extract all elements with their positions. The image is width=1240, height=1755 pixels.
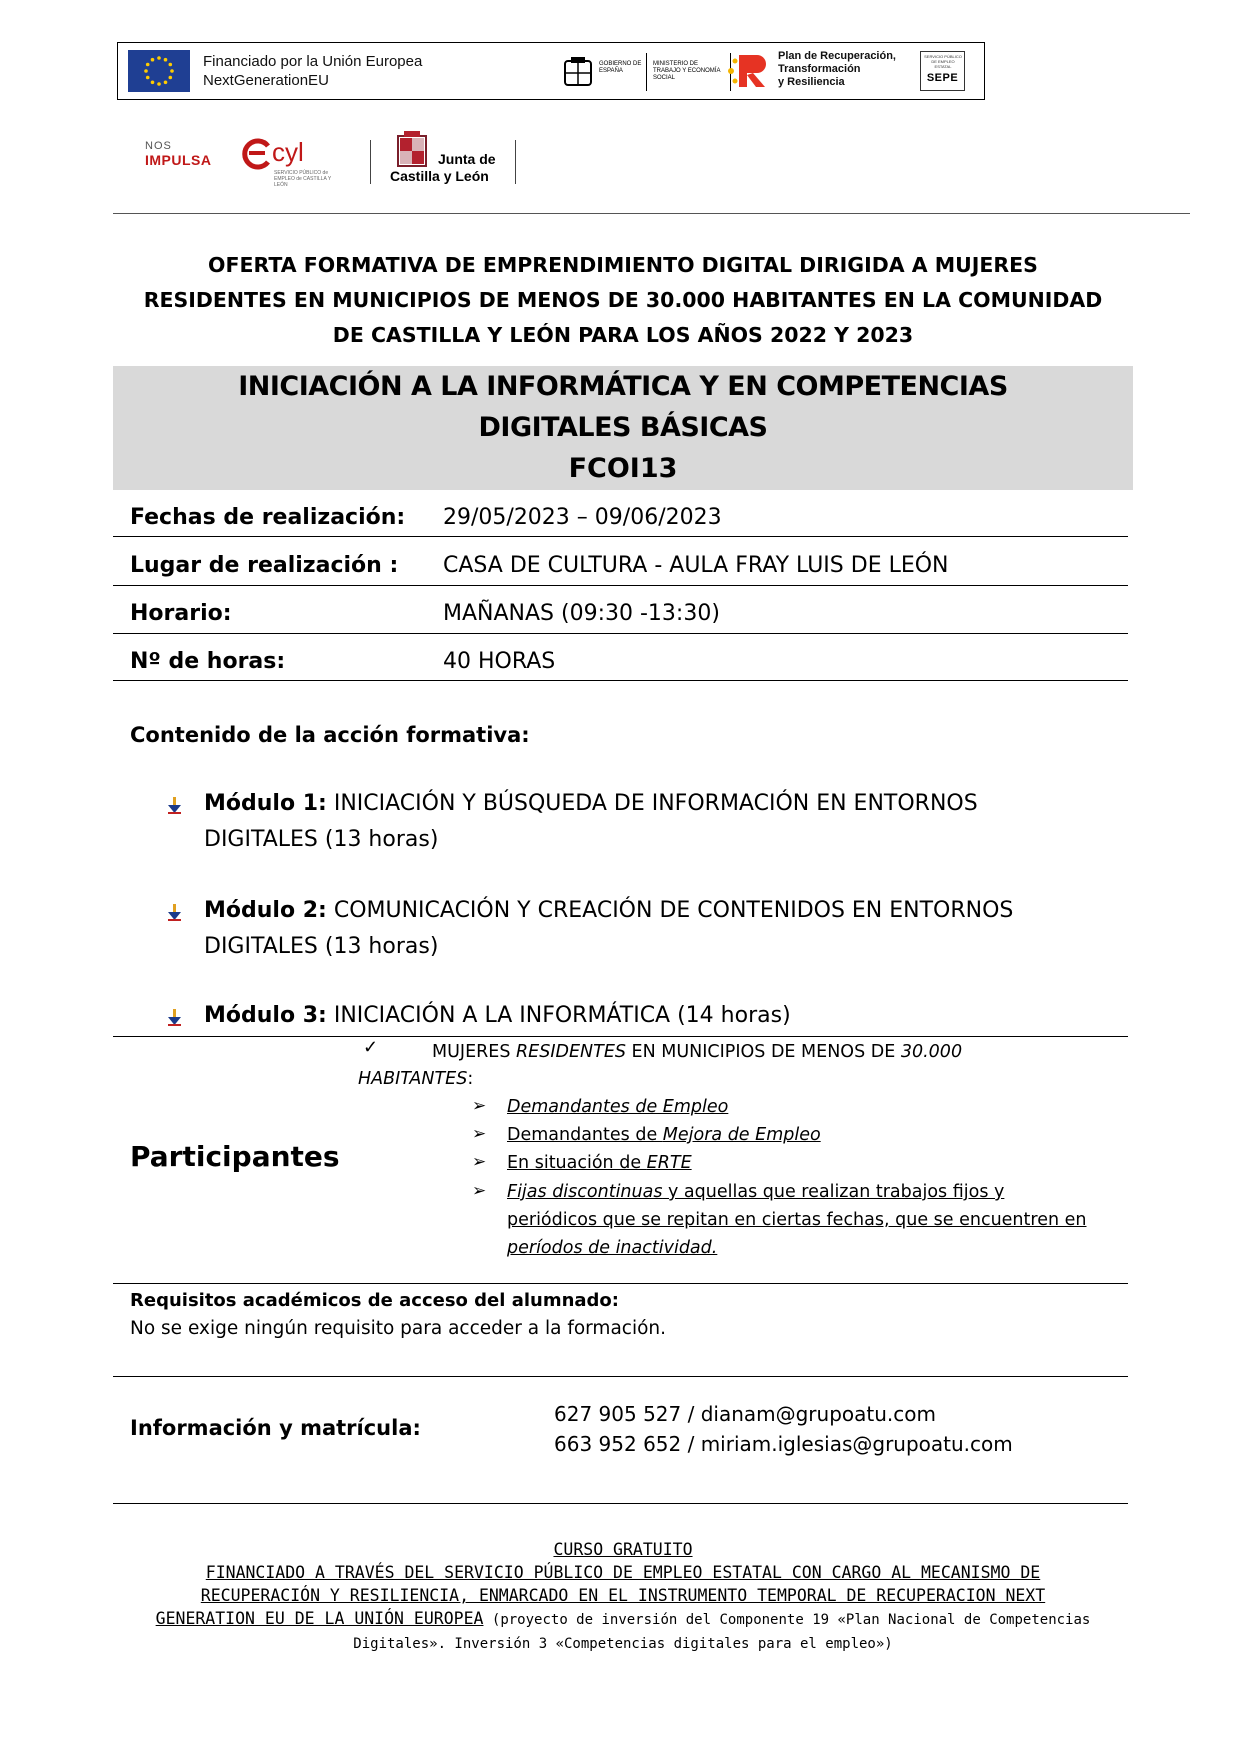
divider [370,140,371,184]
row-divider [113,633,1128,634]
prtr-icon [723,49,771,93]
eu-flag-icon [128,50,190,92]
row-divider [113,536,1128,537]
course-code: FCOI13 [568,453,678,484]
participant-item-1: Demandantes de Empleo [507,1097,729,1117]
module-2: Módulo 2: COMUNICACIÓN Y CREACIÓN DE CONTENIDOS EN ENTORNOS DIGITALES (13 horas) [204,898,1014,959]
document-title: OFERTA FORMATIVA DE EMPRENDIMIENTO DIGITAL DIRIGIDA A MUJERES RESIDENTES EN MUNICIPIOS DE MENOS DE 30.000 HABITANTES EN LA COMUNIDAD DE CASTILLA Y LEÓN PARA LOS AÑOS 2022 Y 2023 [143,253,1103,347]
location-value: CASA DE CULTURA - AULA FRAY LUIS DE LEÓN [443,553,949,578]
module-3: Módulo 3: INICIACIÓN A LA INFORMÁTICA (14 horas) [204,1003,791,1028]
participants-heading: MUJERES RESIDENTES EN MUNICIPIOS DE MENOS DE 30.000 [432,1042,963,1062]
content-heading: Contenido de la acción formativa: [130,723,530,747]
row-divider [113,680,1128,681]
ecyl-e-icon [240,136,274,170]
gobierno-text: GOBIERNO DE ESPAÑA [599,61,642,74]
funding-logo-bar [117,42,985,100]
hours-label: Nº de horas: [130,649,286,674]
participants-heading-2: HABITANTES: [358,1069,474,1089]
arrow-bullet-icon: ➢ [472,1124,487,1143]
castilla-leon-crest-icon [395,130,429,170]
schedule-value: MAÑANAS (09:30 -13:30) [443,601,720,626]
nos-impulsa-logo: IMPULSA [145,152,212,168]
sepe-text: SEPE [926,72,959,84]
contact-line-1[interactable]: 627 905 527 / dianam@grupoatu.com [554,1402,936,1426]
arrow-bullet-icon: ➢ [472,1152,487,1171]
requirements-text: No se exige ningún requisito para acceder a la formación. [130,1318,667,1339]
ecyl-subtext: SERVICIO PÚBLICO de EMPLEO de CASTILLA Y LEÓN [274,170,332,188]
footer-funding-line3: GENERATION EU DE LA UNIÓN EUROPEA (proyecto de inversión del Componente 19 «Plan Nacional de Competencias [155,1609,1091,1628]
eu-funding-text: Financiado por la Unión Europea NextGenerationEU [203,53,423,89]
junta-text-line2: Castilla y León [390,168,489,184]
arrow-bullet-icon: ➢ [472,1181,487,1200]
nos-impulsa-logo-top: NOS [145,140,172,152]
participant-item-2: Demandantes de Mejora de Empleo [507,1125,821,1145]
prtr-text: Plan de Recuperación, Transformación y Resiliencia [778,50,896,88]
bullet-arrow-icon [167,904,183,922]
sepe-logo [920,51,965,91]
info-label: Información y matrícula: [130,1416,421,1440]
section-divider [113,1376,1128,1377]
participant-item-3: En situación de ERTE [507,1153,692,1173]
divider [646,53,647,91]
contact-line-2[interactable]: 663 952 652 / miriam.iglesias@grupoatu.com [554,1432,1013,1456]
dates-value: 29/05/2023 – 09/06/2023 [443,505,722,530]
location-label: Lugar de realización : [130,553,399,578]
course-title: INICIACIÓN A LA INFORMÁTICA Y EN COMPETENCIAS DIGITALES BÁSICAS [238,371,1008,443]
row-divider [113,585,1128,586]
check-icon: ✓ [363,1037,379,1057]
footer-funding-line2: RECUPERACIÓN Y RESILIENCIA, ENMARCADO EN EL INSTRUMENTO TEMPORAL DE RECUPERACION NEXT [200,1586,1046,1605]
ecyl-logo-text: cyl [272,137,304,167]
dates-label: Fechas de realización: [130,505,406,530]
section-divider [113,1283,1128,1284]
bullet-arrow-icon [167,797,183,815]
footer-funding-line4: Digitales». Inversión 3 «Competencias digitales para el empleo») [353,1636,893,1652]
footer-free-course: CURSO GRATUITO [553,1540,693,1559]
junta-text-line1: Junta de [438,151,496,167]
section-divider [113,1036,1128,1037]
arrow-bullet-icon: ➢ [472,1096,487,1115]
module-1: Módulo 1: INICIACIÓN Y BÚSQUEDA DE INFORMACIÓN EN ENTORNOS DIGITALES (13 horas) [204,791,978,852]
bullet-arrow-icon [167,1009,183,1027]
requirements-heading: Requisitos académicos de acceso del alumnado: [130,1290,619,1311]
header-rule [113,213,1190,214]
sepe-subtext: SERVICIO PÚBLICO DE EMPLEO ESTATAL [924,54,962,69]
ministerio-text: MINISTERIO DE TRABAJO Y ECONOMÍA SOCIAL [653,61,721,81]
spain-shield-icon [563,55,593,89]
divider [515,140,516,184]
footer-funding-line1: FINANCIADO A TRAVÉS DEL SERVICIO PÚBLICO DE EMPLEO ESTATAL CON CARGO AL MECANISMO DE [205,1563,1041,1582]
participant-item-4: Fijas discontinuas y aquellas que realizan trabajos fijos y periódicos que se repitan en ciertas fechas, que se encuentren en períodos de inactividad. [507,1182,1087,1258]
section-divider [113,1503,1128,1504]
schedule-label: Horario: [130,601,232,626]
participants-label: Participantes [130,1140,340,1173]
hours-value: 40 HORAS [443,649,556,674]
